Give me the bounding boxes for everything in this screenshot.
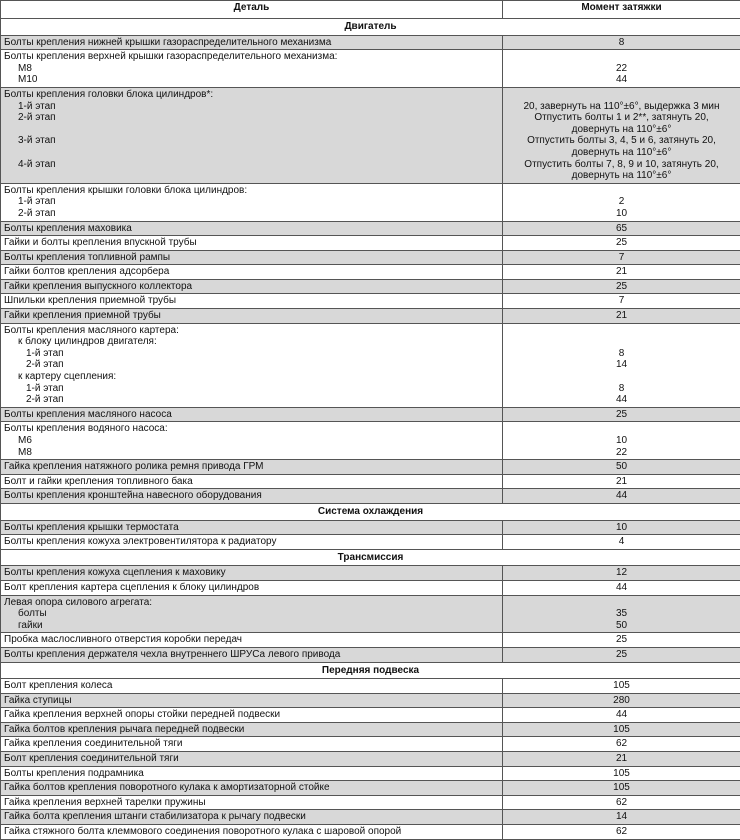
- torque-value: Отпустить болты 1 и 2**, затянуть 20,: [506, 112, 737, 124]
- table-row: [1, 795, 740, 810]
- part-text: Гайка болтов крепления поворотного кулака к амортизаторной стойке: [4, 782, 499, 794]
- part-text: Гайка болта крепления штанги стабилизатора к рычагу подвески: [4, 811, 499, 823]
- torque-value: [506, 336, 737, 348]
- section-title: Система охлаждения: [1, 503, 740, 520]
- part-text: M8: [4, 63, 499, 75]
- table-row: [1, 294, 740, 309]
- table-row: [1, 265, 740, 280]
- torque-cell: [503, 795, 740, 810]
- torque-value: Отпустить болты 7, 8, 9 и 10, затянуть 20,: [506, 159, 737, 171]
- section-title: Передняя подвеска: [1, 662, 740, 679]
- torque-value: [506, 89, 737, 101]
- part-cell: [1, 236, 503, 251]
- column-header-part: Деталь: [1, 1, 503, 19]
- torque-value: 4: [506, 536, 737, 548]
- table-row: [1, 810, 740, 825]
- torque-value: 50: [506, 461, 737, 473]
- part-text: Болты крепления маховика: [4, 223, 499, 235]
- table-row: [1, 679, 740, 694]
- part-text: Шпильки крепления приемной трубы: [4, 295, 499, 307]
- torque-value: 44: [506, 74, 737, 86]
- torque-cell: [503, 489, 740, 504]
- section-header: [1, 503, 740, 520]
- part-text: Болт и гайки крепления топливного бака: [4, 476, 499, 488]
- part-text: 1-й этап: [4, 101, 499, 113]
- torque-cell: [503, 422, 740, 460]
- part-text: Гайка крепления верхней опоры стойки передней подвески: [4, 709, 499, 721]
- table-row: [1, 693, 740, 708]
- part-cell: [1, 708, 503, 723]
- torque-value: [506, 325, 737, 337]
- part-text: к блоку цилиндров двигателя:: [4, 336, 499, 348]
- torque-cell: [503, 766, 740, 781]
- torque-value: 2: [506, 196, 737, 208]
- part-text: [4, 124, 499, 136]
- part-text: Болты крепления кожуха сцепления к маховику: [4, 567, 499, 579]
- part-text: 1-й этап: [4, 348, 499, 360]
- torque-value: 21: [506, 266, 737, 278]
- torque-cell: [503, 294, 740, 309]
- part-text: 1-й этап: [4, 196, 499, 208]
- part-cell: [1, 633, 503, 648]
- torque-value: 10: [506, 522, 737, 534]
- torque-value: 7: [506, 295, 737, 307]
- part-text: Болты крепления кожуха электровентилятора к радиатору: [4, 536, 499, 548]
- part-cell: [1, 766, 503, 781]
- table-row: [1, 50, 740, 88]
- part-cell: [1, 693, 503, 708]
- torque-value: 25: [506, 237, 737, 249]
- part-text: [4, 147, 499, 159]
- torque-value: 25: [506, 281, 737, 293]
- table-row: [1, 407, 740, 422]
- part-cell: [1, 752, 503, 767]
- torque-value: [506, 597, 737, 609]
- table-row: [1, 766, 740, 781]
- section-header: [1, 19, 740, 36]
- torque-value: 105: [506, 782, 737, 794]
- table-row: [1, 309, 740, 324]
- torque-value: 22: [506, 63, 737, 75]
- section-title: Трансмиссия: [1, 549, 740, 566]
- part-text: 1-й этап: [4, 383, 499, 395]
- torque-cell: [503, 693, 740, 708]
- part-cell: [1, 737, 503, 752]
- torque-value: 14: [506, 359, 737, 371]
- torque-value: 44: [506, 582, 737, 594]
- part-text: Болты крепления нижней крышки газораспределительного механизма: [4, 37, 499, 49]
- part-cell: [1, 35, 503, 50]
- torque-cell: [503, 722, 740, 737]
- torque-cell: [503, 221, 740, 236]
- torque-cell: [503, 708, 740, 723]
- torque-value: 62: [506, 826, 737, 838]
- torque-cell: [503, 595, 740, 633]
- part-text: Гайки крепления приемной трубы: [4, 310, 499, 322]
- torque-cell: [503, 679, 740, 694]
- part-text: Гайка крепления натяжного ролика ремня привода ГРМ: [4, 461, 499, 473]
- torque-value: 44: [506, 394, 737, 406]
- part-text: 2-й этап: [4, 394, 499, 406]
- part-cell: [1, 679, 503, 694]
- torque-value: довернуть на 110°±6°: [506, 170, 737, 182]
- table-row: [1, 323, 740, 407]
- torque-cell: [503, 535, 740, 550]
- torque-cell: [503, 737, 740, 752]
- torque-cell: [503, 323, 740, 407]
- torque-cell: [503, 520, 740, 535]
- torque-cell: [503, 647, 740, 662]
- torque-value: довернуть на 110°±6°: [506, 124, 737, 136]
- part-cell: [1, 474, 503, 489]
- part-text: Болт крепления картера сцепления к блоку цилиндров: [4, 582, 499, 594]
- table-row: [1, 35, 740, 50]
- torque-value: 22: [506, 447, 737, 459]
- part-text: Левая опора силового агрегата:: [4, 597, 499, 609]
- torque-value: 10: [506, 435, 737, 447]
- table-row: [1, 422, 740, 460]
- torque-cell: [503, 810, 740, 825]
- part-text: Гайка крепления верхней тарелки пружины: [4, 797, 499, 809]
- torque-value: 8: [506, 37, 737, 49]
- column-header-torque: Момент затяжки: [503, 1, 740, 19]
- torque-cell: [503, 265, 740, 280]
- torque-value: 105: [506, 768, 737, 780]
- section-header: [1, 549, 740, 566]
- part-text: к картеру сцепления:: [4, 371, 499, 383]
- part-cell: [1, 489, 503, 504]
- torque-value: 65: [506, 223, 737, 235]
- torque-cell: [503, 781, 740, 796]
- torque-value: 105: [506, 724, 737, 736]
- part-cell: [1, 87, 503, 183]
- torque-cell: [503, 309, 740, 324]
- torque-value: 20, завернуть на 110°±6°, выдержка 3 мин: [506, 101, 737, 113]
- table-row: [1, 236, 740, 251]
- table-row: [1, 520, 740, 535]
- torque-value: 62: [506, 797, 737, 809]
- part-text: Гайки болтов крепления адсорбера: [4, 266, 499, 278]
- table-body: [1, 19, 740, 840]
- table-row: [1, 752, 740, 767]
- torque-value: 25: [506, 409, 737, 421]
- part-cell: [1, 422, 503, 460]
- torque-cell: [503, 35, 740, 50]
- torque-value: 21: [506, 310, 737, 322]
- torque-value: 21: [506, 476, 737, 488]
- part-text: 2-й этап: [4, 112, 499, 124]
- table-row: [1, 722, 740, 737]
- part-cell: [1, 221, 503, 236]
- table-row: [1, 279, 740, 294]
- table-row: [1, 825, 740, 840]
- part-cell: [1, 647, 503, 662]
- torque-value: 14: [506, 811, 737, 823]
- table-row: [1, 474, 740, 489]
- table-row: [1, 781, 740, 796]
- part-text: Гайка стяжного болта клеммового соединения поворотного кулака с шаровой опорой: [4, 826, 499, 838]
- torque-value: 50: [506, 620, 737, 632]
- part-text: Гайки крепления выпускного коллектора: [4, 281, 499, 293]
- section-header: [1, 662, 740, 679]
- part-text: M8: [4, 447, 499, 459]
- part-cell: [1, 825, 503, 840]
- table-row: [1, 250, 740, 265]
- torque-cell: [503, 752, 740, 767]
- table-row: [1, 737, 740, 752]
- part-text: M10: [4, 74, 499, 86]
- part-cell: [1, 595, 503, 633]
- torque-value: 62: [506, 738, 737, 750]
- torque-cell: [503, 250, 740, 265]
- part-text: 3-й этап: [4, 135, 499, 147]
- torque-value: 7: [506, 252, 737, 264]
- part-text: Болты крепления держателя чехла внутреннего ШРУСа левого привода: [4, 649, 499, 661]
- part-text: Болты крепления крышки термостата: [4, 522, 499, 534]
- part-cell: [1, 722, 503, 737]
- torque-value: 25: [506, 649, 737, 661]
- torque-cell: [503, 633, 740, 648]
- part-cell: [1, 795, 503, 810]
- part-text: Болты крепления крышки головки блока цилиндров:: [4, 185, 499, 197]
- part-cell: [1, 294, 503, 309]
- table-row: [1, 708, 740, 723]
- torque-cell: [503, 183, 740, 221]
- part-cell: [1, 566, 503, 581]
- part-cell: [1, 183, 503, 221]
- part-cell: [1, 309, 503, 324]
- table-row: [1, 595, 740, 633]
- torque-value: 105: [506, 680, 737, 692]
- part-cell: [1, 407, 503, 422]
- torque-value: 35: [506, 608, 737, 620]
- table-row: [1, 221, 740, 236]
- table-row: [1, 460, 740, 475]
- torque-cell: [503, 566, 740, 581]
- part-text: Болты крепления подрамника: [4, 768, 499, 780]
- table-row: [1, 647, 740, 662]
- section-title: Двигатель: [1, 19, 740, 36]
- torque-value: 10: [506, 208, 737, 220]
- part-text: Болты крепления головки блока цилиндров*:: [4, 89, 499, 101]
- part-text: Болты крепления верхней крышки газораспределительного механизма:: [4, 51, 499, 63]
- part-text: Болт крепления колеса: [4, 680, 499, 692]
- table-row: [1, 535, 740, 550]
- table-row: [1, 183, 740, 221]
- part-text: Болты крепления масляного насоса: [4, 409, 499, 421]
- part-cell: [1, 50, 503, 88]
- part-text: 4-й этап: [4, 159, 499, 171]
- torque-value: 25: [506, 634, 737, 646]
- part-text: Болты крепления масляного картера:: [4, 325, 499, 337]
- part-text: Гайка болтов крепления рычага передней подвески: [4, 724, 499, 736]
- torque-value: 8: [506, 348, 737, 360]
- torque-value: 44: [506, 709, 737, 721]
- part-text: Гайки и болты крепления впускной трубы: [4, 237, 499, 249]
- part-text: Пробка маслосливного отверстия коробки передач: [4, 634, 499, 646]
- part-cell: [1, 810, 503, 825]
- table-row: [1, 87, 740, 183]
- part-text: 2-й этап: [4, 359, 499, 371]
- part-cell: [1, 279, 503, 294]
- torque-value: 280: [506, 695, 737, 707]
- torque-cell: [503, 460, 740, 475]
- torque-value: Отпустить болты 3, 4, 5 и 6, затянуть 20,: [506, 135, 737, 147]
- part-cell: [1, 535, 503, 550]
- torque-cell: [503, 50, 740, 88]
- part-text: гайки: [4, 620, 499, 632]
- part-text: [4, 170, 499, 182]
- part-text: Болты крепления топливной рампы: [4, 252, 499, 264]
- part-cell: [1, 580, 503, 595]
- table-row: [1, 633, 740, 648]
- part-cell: [1, 460, 503, 475]
- part-text: Гайка ступицы: [4, 695, 499, 707]
- torque-cell: [503, 279, 740, 294]
- part-text: Болты крепления водяного насоса:: [4, 423, 499, 435]
- part-cell: [1, 250, 503, 265]
- part-text: болты: [4, 608, 499, 620]
- torque-cell: [503, 87, 740, 183]
- part-text: Болт крепления соединительной тяги: [4, 753, 499, 765]
- torque-cell: [503, 407, 740, 422]
- part-text: 2-й этап: [4, 208, 499, 220]
- part-text: Гайка крепления соединительной тяги: [4, 738, 499, 750]
- part-cell: [1, 323, 503, 407]
- part-cell: [1, 781, 503, 796]
- torque-value: 12: [506, 567, 737, 579]
- table-row: [1, 489, 740, 504]
- part-cell: [1, 265, 503, 280]
- torque-value: 44: [506, 490, 737, 502]
- torque-value: [506, 371, 737, 383]
- torque-value: 8: [506, 383, 737, 395]
- table-row: [1, 580, 740, 595]
- torque-value: [506, 185, 737, 197]
- part-text: M6: [4, 435, 499, 447]
- torque-cell: [503, 825, 740, 840]
- header-row: [1, 1, 740, 19]
- torque-value: довернуть на 110°±6°: [506, 147, 737, 159]
- torque-value: [506, 423, 737, 435]
- torque-cell: [503, 236, 740, 251]
- torque-cell: [503, 474, 740, 489]
- table-row: [1, 566, 740, 581]
- part-cell: [1, 520, 503, 535]
- torque-value: 21: [506, 753, 737, 765]
- part-text: Болты крепления кронштейна навесного оборудования: [4, 490, 499, 502]
- torque-value: [506, 51, 737, 63]
- torque-cell: [503, 580, 740, 595]
